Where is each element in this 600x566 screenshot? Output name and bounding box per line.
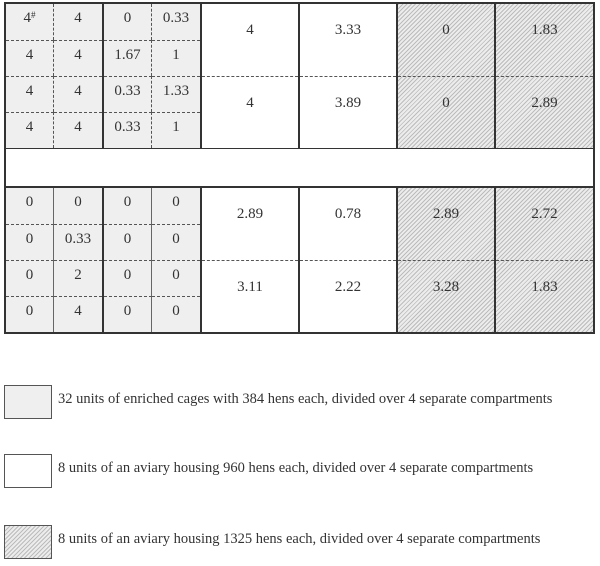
cage-cell: 0.33 <box>54 224 102 260</box>
cage-cell: 4 <box>74 10 82 26</box>
aviary-cell: 3.28 <box>398 260 494 332</box>
legend-item-aviary-960 <box>4 454 600 488</box>
legend-label: 8 units of an aviary housing 960 hens each, divided over 4 separate compartments <box>58 459 534 476</box>
cage-cell: 4 <box>54 112 102 148</box>
cage-cell: 0 <box>104 296 152 332</box>
cage-cell: 4 <box>54 76 102 112</box>
aviary-cell: 0.78 <box>334 206 362 222</box>
cage-cell: 0 <box>6 188 54 224</box>
cage-cell: 0 <box>104 224 152 260</box>
cage-cell: 0 <box>152 296 200 332</box>
aviary-960-unit-4 <box>300 188 398 332</box>
aviary-cell: 4 <box>202 76 298 148</box>
cage-cell: 0 <box>152 224 200 260</box>
aviary-cell: 0 <box>398 76 494 148</box>
aviary-960-unit-2 <box>300 4 398 148</box>
aviary-1325-unit-1 <box>398 4 496 148</box>
legend-item-enriched-cages <box>4 385 600 419</box>
legend-swatch-light-gray <box>4 385 52 419</box>
top-housing-block <box>4 2 595 150</box>
cage-cell: 0 <box>152 260 200 296</box>
aviary-1325-unit-3 <box>398 188 496 332</box>
cage-cell: 4 <box>6 76 54 112</box>
aviary-cell: 1.83 <box>531 22 558 38</box>
legend-label: 32 units of enriched cages with 384 hens each, divided over 4 separate compartments <box>58 390 553 407</box>
aviary-cell: 3.33 <box>334 22 362 38</box>
enriched-cage-group-3 <box>6 188 104 332</box>
legend-swatch-white <box>4 454 52 488</box>
cage-cell: 1 <box>152 40 200 76</box>
aviary-cell: 2.22 <box>300 260 396 332</box>
cage-cell: 0 <box>74 194 82 210</box>
cage-cell: 0.33 <box>162 10 190 26</box>
enriched-cage-group-2 <box>104 4 202 148</box>
aviary-cell: 1.83 <box>496 260 593 332</box>
cage-cell: 0 <box>172 194 180 210</box>
legend-swatch-hatched <box>4 525 52 559</box>
corridor-row <box>4 149 595 187</box>
aviary-1325-unit-4 <box>496 188 593 332</box>
cage-cell: 1.33 <box>152 76 200 112</box>
cage-cell: 1.67 <box>104 40 152 76</box>
aviary-960-unit-3 <box>202 188 300 332</box>
cage-cell: 4 <box>6 40 54 76</box>
aviary-1325-unit-2 <box>496 4 593 148</box>
cage-cell: 0 <box>6 224 54 260</box>
aviary-cell: 2.89 <box>496 76 593 148</box>
aviary-960-unit-1 <box>202 4 300 148</box>
aviary-cell: 3.89 <box>300 76 396 148</box>
cage-cell: 1 <box>152 112 200 148</box>
cage-cell: 4 <box>6 112 54 148</box>
cage-cell: 0 <box>6 296 54 332</box>
aviary-cell: 2.89 <box>236 206 264 222</box>
cage-cell: 0 <box>104 4 152 40</box>
legend-label: 8 units of an aviary housing 1325 hens each, divided over 4 separate compartments <box>58 530 541 547</box>
aviary-cell: 2.72 <box>531 206 558 222</box>
enriched-cage-group-4 <box>104 188 202 332</box>
legend-item-aviary-1325 <box>4 525 600 559</box>
cage-cell: 0 <box>104 188 152 224</box>
cage-cell: 4 <box>54 40 102 76</box>
aviary-cell: 3.11 <box>202 260 298 332</box>
aviary-cell: 4 <box>246 22 254 38</box>
cage-cell: 0.33 <box>104 76 152 112</box>
cage-cell: 4 <box>54 296 102 332</box>
aviary-cell: 0 <box>442 22 450 38</box>
cage-cell: 0 <box>6 260 54 296</box>
cage-cell: 4 # <box>6 4 54 40</box>
bottom-housing-block <box>4 186 595 334</box>
aviary-cell: 2.89 <box>432 206 460 222</box>
cage-cell: 0 <box>104 260 152 296</box>
cage-cell: 0.33 <box>104 112 152 148</box>
enriched-cage-group-1 <box>6 4 104 148</box>
cage-cell: 2 <box>54 260 102 296</box>
